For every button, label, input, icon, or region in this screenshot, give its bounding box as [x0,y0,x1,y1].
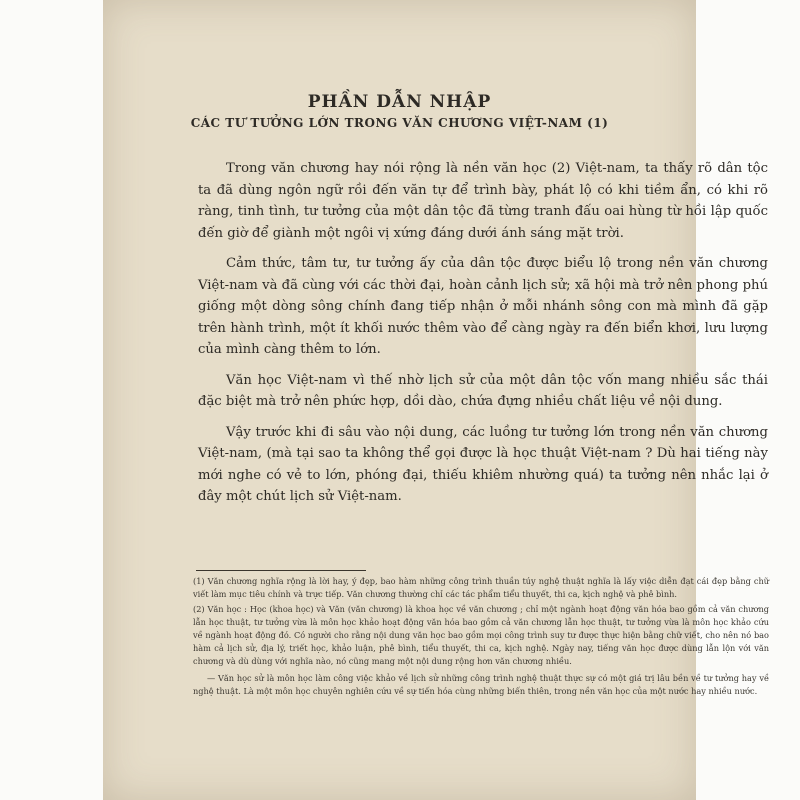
paragraph: Cảm thức, tâm tư, tư tưởng ấy của dân tộc được biểu lộ trong nền văn chương Việt-nam và đã cùng với các thời đại, hoàn cảnh lịch sử; xã hội mà trở nên phong phú giống một dòng sông chính đang tiếp nhận ở mỗi nhánh sông con mà mình đã gặp trên hành trình, một ít khối nước thêm vào để càng ngày ra đến biển khơi, lưu lượng của mình càng thêm to lớn. [198,256,768,357]
body-text [198,158,768,517]
footnotes [193,575,769,700]
paragraph: Vậy trước khi đi sâu vào nội dung, các luồng tư tưởng lớn trong nền văn chương Việt-nam, (mà tại sao ta không thể gọi được là học thuật Việt-nam ? Dù hai tiếng này mới nghe có vẻ to lớn, phóng đại, thiếu khiêm nhường quá) ta tưởng nên nhắc lại ở đây một chút lịch sử Việt-nam. [198,424,768,504]
paragraph: Văn học Việt-nam vì thế nhờ lịch sử của một dân tộc vốn mang nhiều sắc thái đặc biệt mà trở nên phức hợp, dồi dào, chứa đựng nhiều chất liệu về nội dung. [198,372,768,409]
page-title: PHẦN DẪN NHẬP [307,92,492,112]
footnote-1: (1) Văn chương nghĩa rộng là lời hay, ý đẹp, bao hàm những công trình thuần túy nghệ thuật nghĩa là lấy việc diễn đạt cái đẹp bằng chữ viết làm mục tiêu chính và trực tiếp. Văn chương thường chỉ các tác phẩm tiểu thuyết, thi ca, kịch nghệ và phê bình. [193,576,769,599]
footnote-continuation: — Văn học sử là môn học làm công việc khảo về lịch sử những công trình nghệ thuật thực sự có một giá trị lâu bền về tư tưởng hay về nghệ thuật. Là một môn học chuyên nghiên cứu về sự tiến hóa cùng những biến thiên, trong nền văn học của một nước hay nhiều nước. [193,673,769,696]
footnote-2: (2) Văn học : Học (khoa học) và Văn (văn chương) là khoa học về văn chương ; chỉ một ngành hoạt động văn hóa bao gồm cả văn chương lẫn học thuật, tư tưởng vừa là môn học khảo hoạt động văn hóa bao gồm cả văn chương lẫn học thuật, tư tưởng vừa là môn học khảo cứu về ngành hoạt động đó. Có người cho rằng nội dung văn học bao gồm mọi công trình suy tư được thực hiện bằng chữ viết, cho nên nó bao hàm cả lịch sử, địa lý, triết học, khảo luận, phê bình, tiểu thuyết, thi ca, kịch nghệ. Ngày nay, tiếng văn học được dùng lẫn lộn với văn chương và dù dùng với nghĩa nào, nó cũng mang một nội dung rộng hơn văn chương nhiều. [193,604,769,666]
book-page [103,0,769,800]
paragraph: Trong văn chương hay nói rộng là nền văn học (2) Việt-nam, ta thấy rõ dân tộc ta đã dùng ngôn ngữ rồi đến văn tự để trình bày, phát lộ có khi tiềm ẩn, có khi rõ ràng, tinh tình, tư tưởng của một dân tộc đã từng tranh đấu oai hùng từ hồi lập quốc đến giờ để giành một ngôi vị xứng đáng dưới ánh sáng mặt trời. [198,161,768,241]
page-subtitle: CÁC TƯ TƯỞNG LỚN TRONG VĂN CHƯƠNG VIỆT-NAM (1) [190,116,609,130]
footnote-divider [196,570,366,571]
